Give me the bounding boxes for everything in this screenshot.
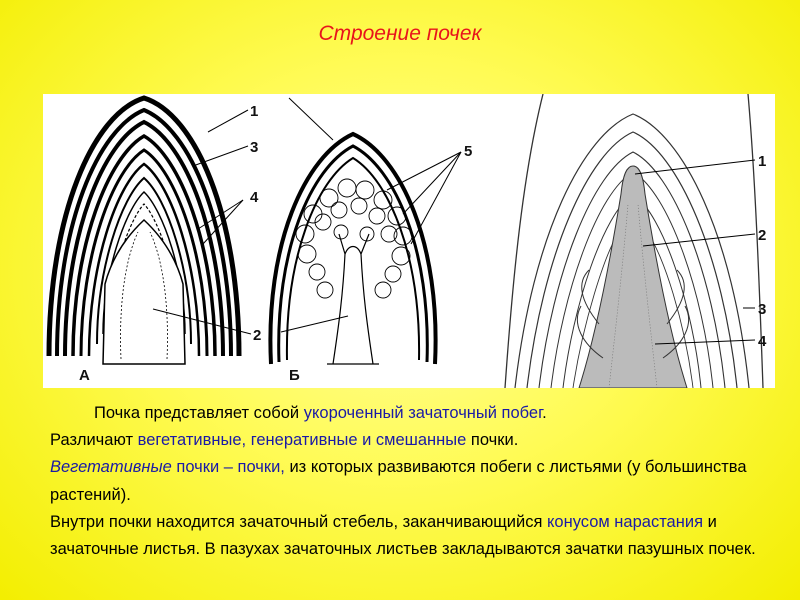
highlight-shortened-shoot: укороченный зачаточный побег (303, 404, 543, 422)
paragraph-4: Внутри почки находится зачаточный стебель, заканчивающийся конусом нарастания и зачаточные листья. В пазухах зачаточных листьев закладываются зачатки пазушных почек. (50, 512, 756, 559)
diagram-c (505, 94, 763, 388)
bud-diagrams (43, 94, 775, 388)
highlight-growth-cone: конусом нарастания (547, 512, 704, 531)
highlight-bud-types: вегетативные, генеративные и смешанные (137, 431, 467, 450)
panel-letter-b: Б (289, 367, 300, 384)
paragraph-2: Различают вегетативные, генеративные и смешанные почки. (50, 431, 519, 450)
slide-title: Строение почек (318, 22, 482, 45)
label-b-5: 5 (464, 143, 473, 160)
label-a-1: 1 (250, 103, 259, 120)
label-c-2: 2 (758, 227, 767, 244)
description-text (50, 400, 770, 563)
highlight-vegetative: Вегетативные (50, 458, 172, 477)
label-a-4: 4 (250, 189, 259, 206)
paragraph-3: Вегетативные почки – почки, из которых развиваются побеги с листьями (у большинства растений). (50, 458, 747, 504)
label-c-4: 4 (758, 333, 767, 350)
diagram-b (270, 98, 461, 364)
paragraph-1: Почка представляет собой укороченный зачаточный побег. (94, 404, 547, 422)
panel-letter-a: А (79, 367, 90, 384)
bud-structure-figure (43, 94, 775, 388)
label-c-3: 3 (758, 301, 767, 318)
label-a-2: 2 (253, 327, 262, 344)
diagram-a (49, 98, 251, 364)
label-c-1: 1 (758, 153, 767, 170)
label-a-3: 3 (250, 139, 259, 156)
